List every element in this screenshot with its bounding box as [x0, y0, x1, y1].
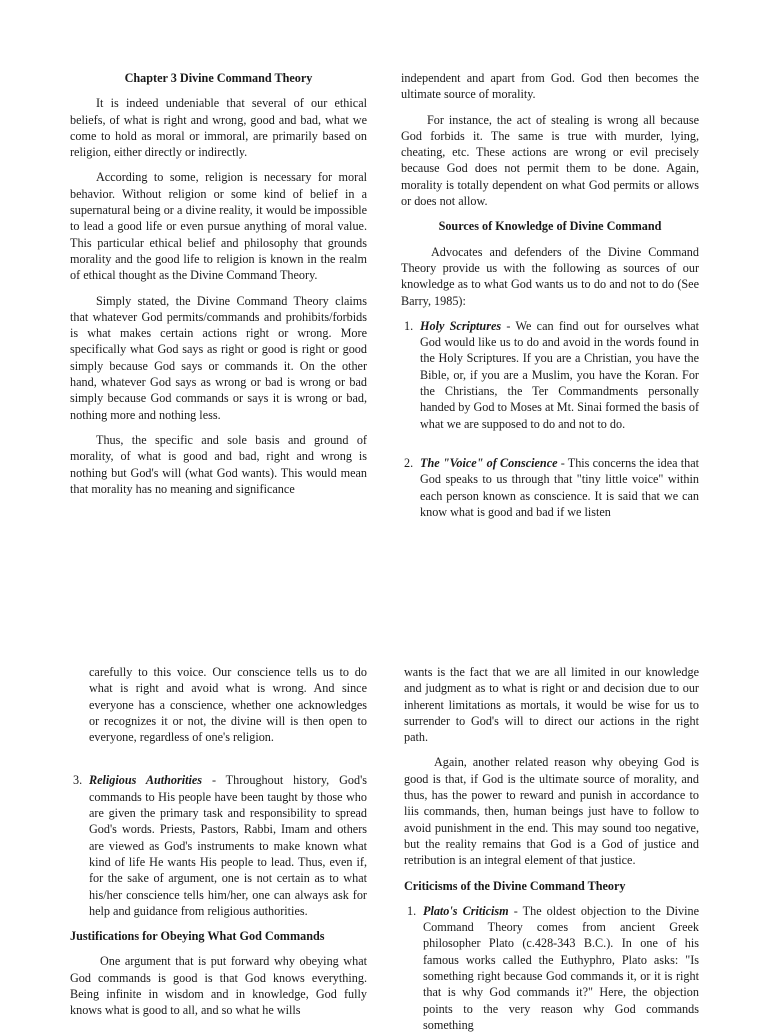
page1-left-column	[70, 70, 367, 508]
list-item	[404, 903, 699, 1033]
paragraph: Again, another related reason why obeying God is good is that, if God is the ultimate source of morality, and thus, has the power to reward and punish in accordance to liis commands, then, human beings just have to follow to avoid punishment in the end. This may sound too negative, but the reality remains that God is a God of justice and retribution is an integral element of that justice.	[404, 755, 699, 868]
paragraph: One argument that is put forward why obeying what God commands is good is that God knows everything. Being infinite in wisdom and in knowledge, God fully knows what is good to all, and so what he wills	[70, 954, 367, 1018]
list-item	[401, 318, 699, 432]
section-heading: Criticisms of the Divine Command Theory	[404, 878, 626, 893]
page1-right-column	[401, 70, 699, 526]
list-text: - The oldest objection to the Divine Command Theory comes from ancient Greek philosopher Plato (c.428-343 B.C.). In one of his famous works called the Euthyphro, Plato asks: "Is something right because God commands it, or it is right that is why God commands it?" Here, the objection points to the very reason why God commands something	[423, 903, 699, 1032]
list-term: Holy Scriptures	[420, 318, 502, 333]
list-term: Religious Authorities	[89, 773, 203, 788]
list-term: Plato's Criticism	[423, 903, 509, 918]
list-text: - This concerns the idea that God speaks to us through that "tiny little voice" within each person known as conscience. It is said that we can know what is good and bad if we listen	[420, 455, 699, 519]
list-term: The "Voice" of Conscience	[420, 455, 558, 470]
paragraph: Advocates and defenders of the Divine Command Theory provide us with the following as sources of our knowledge as to what God wants us to do and not to do (See Barry, 1985):	[401, 244, 699, 308]
list-number: 1.	[404, 318, 414, 333]
paragraph: Simply stated, the Divine Command Theory claims that whatever God permits/commands and prohibits/forbids is what makes certain actions right or wrong. More specifically what God says as right or good is right or good simply because God says or commands it. On the other hand, whatever God says as wrong or bad is wrong or bad simply because God commands or says it is wrong or bad, nothing more and nothing less.	[70, 293, 367, 422]
paragraph: Thus, the specific and sole basis and ground of morality, of what is good and bad, right and wrong is nothing but God's will (what God wants). This would mean that morality has no meaning and significance	[70, 432, 367, 496]
list-item	[401, 455, 699, 520]
list-item	[70, 772, 367, 919]
list-text: - Throughout history, God's commands to His people have been taught by those who are given the primary task and responsibility to spread God's words. Priests, Pastors, Rabbi, Imam and others are viewed as God's instruments to make known what kind of life He wants His people to lead. Thus, even if, for the sake of argument, one is not certain as to what his/her conscience tells him/her, one can always ask for help and guidance from religious authorities.	[89, 773, 368, 918]
paragraph: It is indeed undeniable that several of our ethical beliefs, of what is right and wrong, good and bad, what we come to hold as moral or immoral, are primarily based on religion, either directly or indirectly.	[70, 96, 367, 160]
page2-left-column	[70, 664, 367, 1024]
list-number: 2.	[404, 455, 414, 470]
chapter-heading: Chapter 3 Divine Command Theory	[124, 71, 313, 85]
page2-right-column	[404, 664, 699, 1032]
paragraph: wants is the fact that we are all limited in our knowledge and judgment as to what is right or and decision due to our inherent limitations as mortals, it would be wise for us to surrender to God's will to direct our actions in the right path.	[404, 665, 699, 745]
list-number: 3.	[73, 773, 83, 788]
paragraph: For instance, the act of stealing is wrong all because God forbids it. The same is true with murder, lying, cheating, etc. These actions are wrong or evil precisely because God does not permit them to be done. Again, morality is totally dependent on what God permits or allows or does not allow.	[401, 112, 699, 209]
paragraph: According to some, religion is necessary for moral behavior. Without religion or some kind of belief in a supernatural being or a divine reality, it would be impossible to lead a good life or even pursue anything of moral value. This particular ethical belief and philosophy that grounds morality and the good life to religion is known in the realm of ethical thought as the Divine Command Theory.	[70, 170, 367, 283]
list-continuation: carefully to this voice. Our conscience tells us to do what is right and avoid what is wrong. And since everyone has a conscience, whether one acknowledges or recognizes it or not, the divine will is then open to everyone, regardless of one's religion.	[89, 665, 367, 745]
paragraph: independent and apart from God. God then becomes the ultimate source of morality.	[401, 71, 699, 102]
list-number: 1.	[407, 903, 417, 918]
section-heading: Justifications for Obeying What God Commands	[70, 929, 325, 944]
list-text: - We can find out for ourselves what God would like us to do and avoid in the words found in the Holy Scriptures. If you are a Christian, you have the Bible, or, if you are a Muslim, you have the Koran. For the Christians, the Ter Commandments personally handed by God to Moses at Mt. Sinai formed the basis of what we are supposed to do and not to do.	[420, 318, 700, 431]
section-heading: Sources of Knowledge of Divine Command	[438, 219, 662, 234]
